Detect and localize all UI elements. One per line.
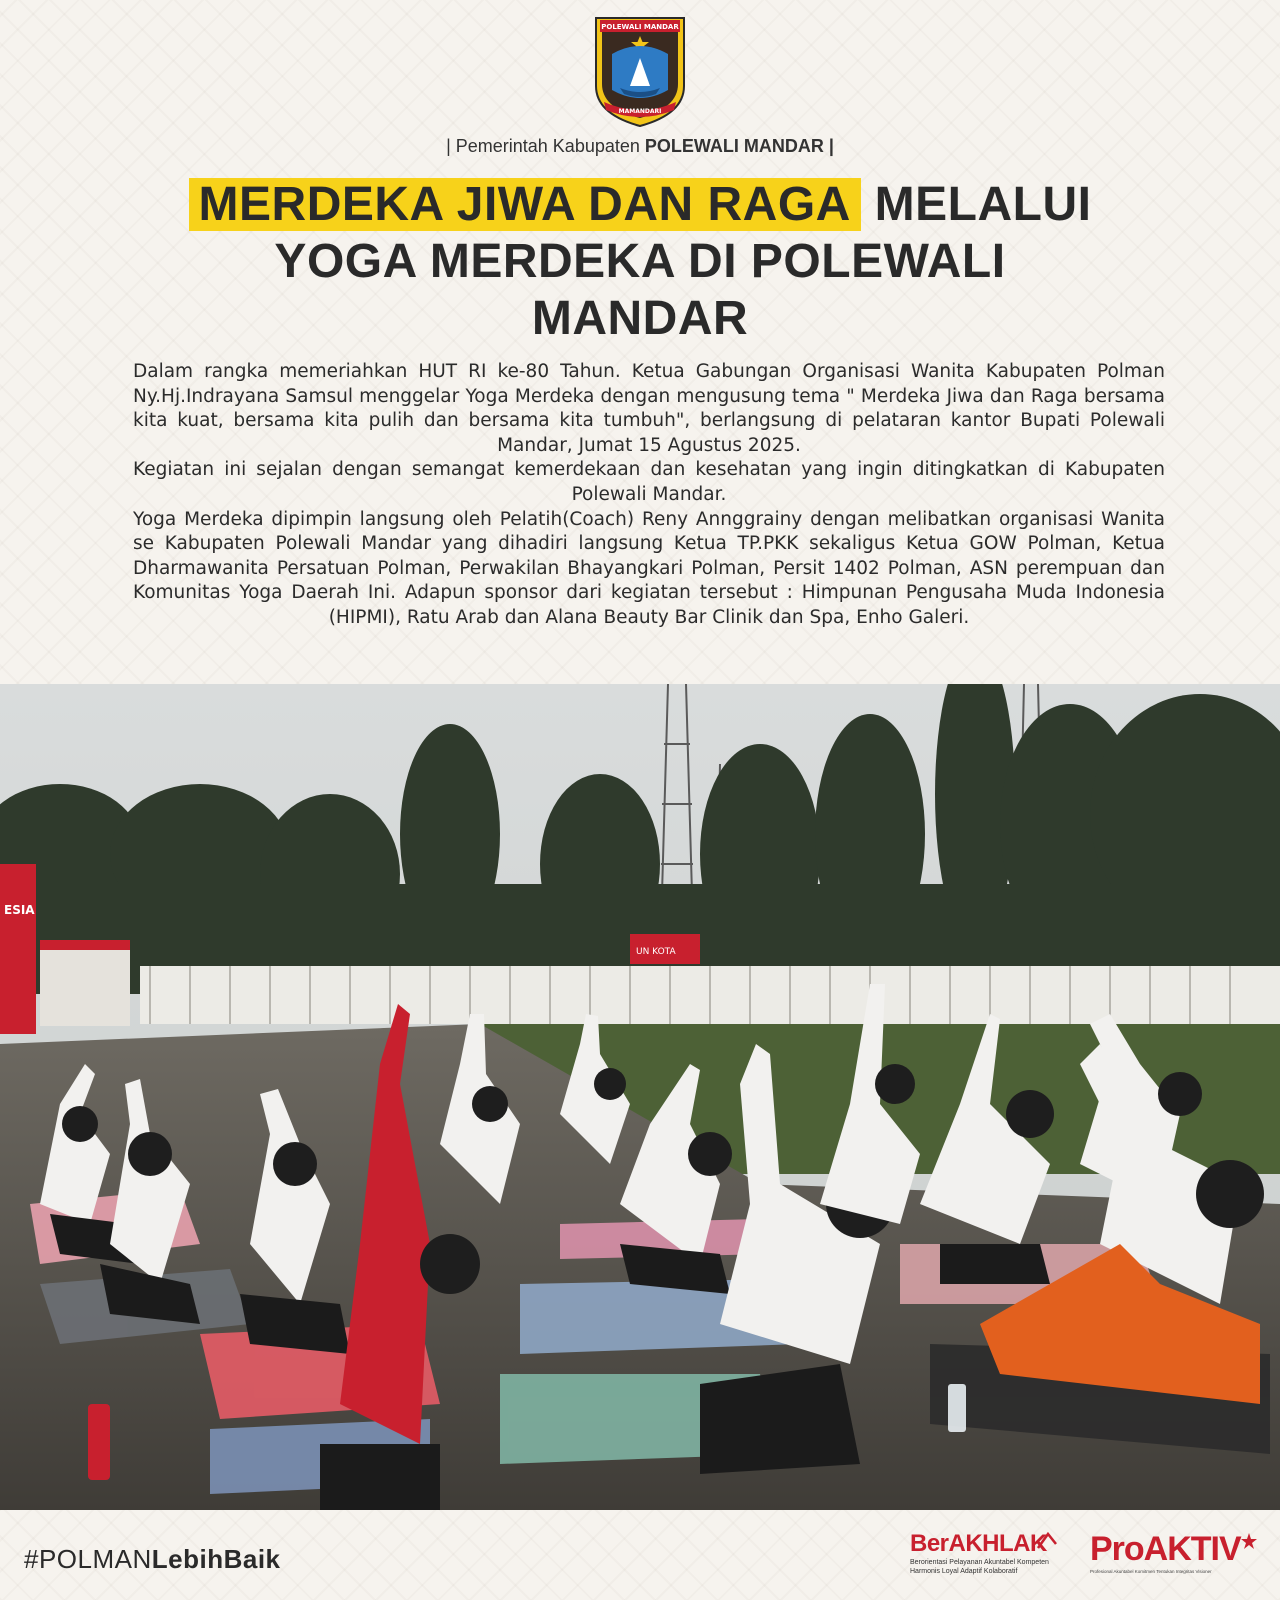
headline — [60, 176, 1220, 347]
berakhlak-word: BerAKHLAK — [910, 1530, 1047, 1557]
yoga-event-photo — [0, 684, 1280, 1510]
body-paragraph-1: Dalam rangka memeriahkan HUT RI ke-80 Tahun. Ketua Gabungan Organisasi Wanita Kabupaten Polman Ny.Hj.Indrayana Samsul menggelar Yoga Merdeka dengan mengusung tema " Merdeka Jiwa dan Raga bersama kita kuat, bersama kita pulih dan bersama kita tumbuh", berlangsung di pelataran kantor Bupati Polewali Mandar, Jumat 15 Agustus 2025. — [133, 361, 1165, 456]
sign-fragment: UN KOTA — [636, 947, 676, 957]
proaktiv-word: ProAKTIV — [1090, 1530, 1241, 1568]
hashtag-prefix: #POLMAN — [24, 1544, 152, 1574]
polewali-mandar-emblem — [590, 14, 690, 130]
article-body — [133, 360, 1165, 631]
banner-fragment: ESIA — [4, 903, 35, 917]
headline-line2: YOGA MERDEKA DI POLEWALI — [274, 235, 1006, 288]
berakhlak-tagline-1: Berorientasi Pelayanan Akuntabel Kompeten — [910, 1559, 1049, 1566]
body-paragraph-2: Kegiatan ini sejalan dengan semangat kemerdekaan dan kesehatan yang ingin ditingkatkan di Kabupaten Polewali Mandar. — [133, 459, 1165, 505]
hashtag-bold: LebihBaik — [151, 1544, 281, 1574]
berakhlak-logo — [910, 1530, 1060, 1590]
government-label — [0, 136, 1280, 157]
proaktiv-logo — [1090, 1530, 1260, 1590]
headline-highlight: MERDEKA JIWA DAN RAGA — [189, 178, 861, 231]
berakhlak-tagline-2: Harmonis Loyal Adaptif Kolaboratif — [910, 1568, 1018, 1575]
proaktiv-star-icon — [1240, 1532, 1258, 1550]
headline-rest-line1: MELALUI — [860, 178, 1092, 231]
gov-prefix: | Pemerintah Kabupaten — [446, 136, 645, 156]
hashtag — [24, 1544, 281, 1575]
proaktiv-tagline: Profesional Akuntabel Komitmen Tentukan Integritas Visioner — [1090, 1569, 1212, 1574]
footer — [0, 1510, 1280, 1600]
headline-line3: MANDAR — [531, 292, 749, 345]
emblem-banner-text: POLEWALI MANDAR — [601, 23, 679, 31]
berakhlak-swoosh-icon — [1036, 1530, 1058, 1552]
body-paragraph-3: Yoga Merdeka dipimpin langsung oleh Pelatih(Coach) Reny Annggrainy dengan melibatkan organisasi Wanita se Kabupaten Polewali Mandar yang dihadiri langsung Ketua TP.PKK sekaligus Ketua GOW Polman, Ketua Dharmawanita Persatuan Polman, Perwakilan Bhayangkari Polman, Persit 1402 Polman, ASN perempuan dan Komunitas Yoga Daerah Ini. Adapun sponsor dari kegiatan tersebut : Himpunan Pengusaha Muda Indonesia (HIPMI), Ratu Arab dan Alana Beauty Bar Clinik dan Spa, Enho Galeri. — [133, 508, 1165, 628]
emblem-ribbon-text: MAMANDARI — [618, 108, 662, 115]
gov-name: POLEWALI MANDAR | — [644, 136, 834, 156]
